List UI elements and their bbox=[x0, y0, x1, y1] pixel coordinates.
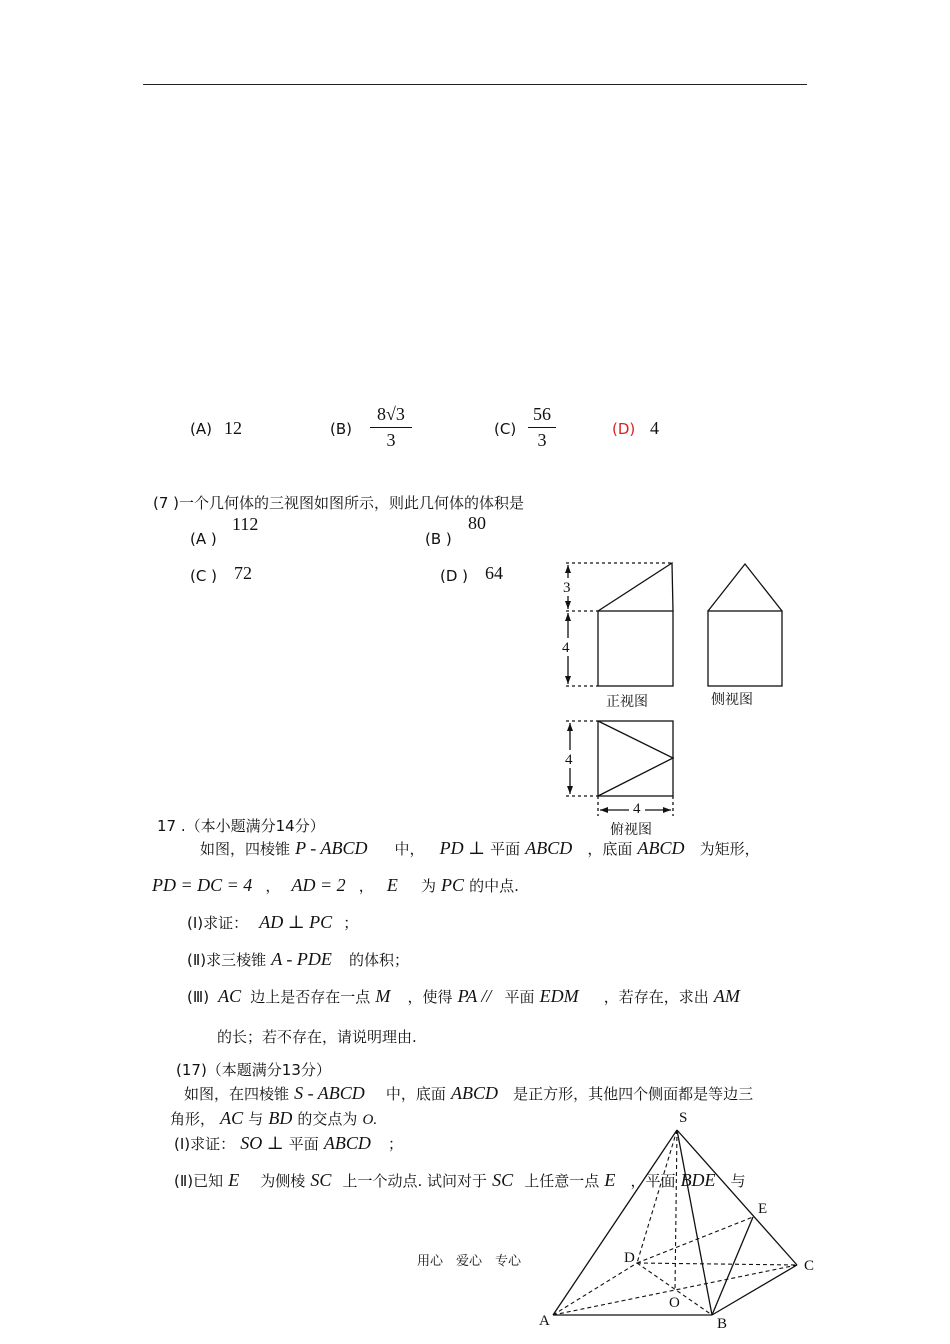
text-run: (Ⅲ) bbox=[187, 988, 210, 1006]
math-run: P - ABCD bbox=[295, 838, 368, 858]
text-run: 中， bbox=[394, 840, 425, 858]
q17b-header: (17)（本题满分13分） bbox=[176, 1061, 331, 1079]
vertex-label-E: E bbox=[758, 1201, 768, 1217]
dim-label-4-top-horizontal: 4 bbox=[633, 801, 641, 817]
text-run: 是正方形，其他四个侧面都是等边三 bbox=[513, 1085, 754, 1103]
q7-option-b-value: 80 bbox=[468, 513, 486, 533]
text-run: ，若存在，求出 bbox=[603, 988, 709, 1006]
q6-option-b-numerator: 8√3 bbox=[377, 404, 405, 424]
q7-option-a-value: 112 bbox=[232, 514, 259, 534]
math-run: BDE bbox=[680, 1170, 716, 1190]
text-run: 与 bbox=[248, 1110, 264, 1128]
text-run: (Ⅱ)求三棱锥 bbox=[187, 951, 267, 969]
math-run: M bbox=[375, 986, 391, 1006]
math-run: BD bbox=[268, 1108, 293, 1128]
math-run: SC bbox=[310, 1170, 332, 1190]
vertex-label-B: B bbox=[717, 1316, 728, 1332]
edge-SD-hidden bbox=[637, 1130, 677, 1263]
math-run: SO ⊥ bbox=[240, 1133, 284, 1153]
q7-option-b-label: (B ) bbox=[425, 530, 452, 548]
dim-label-4-front: 4 bbox=[562, 640, 570, 656]
front-view-label: 正视图 bbox=[606, 694, 648, 710]
math-run: E bbox=[228, 1170, 240, 1190]
edge-DC-hidden bbox=[637, 1263, 797, 1265]
text-run: ，使得 bbox=[407, 988, 453, 1006]
edge-BC bbox=[712, 1265, 797, 1315]
text-run: 与 bbox=[730, 1172, 746, 1190]
q6-option-d-label: (D) bbox=[612, 420, 636, 438]
text-run: 中，底面 bbox=[385, 1085, 446, 1103]
math-run: ABCD bbox=[323, 1133, 371, 1153]
text-run: 为矩形， bbox=[699, 840, 760, 858]
vertex-label-S: S bbox=[679, 1110, 688, 1126]
math-run: PD ⊥ bbox=[439, 838, 486, 858]
math-run: E bbox=[386, 875, 398, 895]
math-run: A - PDE bbox=[271, 949, 332, 969]
math-run: O. bbox=[362, 1112, 378, 1128]
math-run: ABCD bbox=[637, 838, 685, 858]
text-run: ， bbox=[265, 877, 281, 895]
text-run: 平面 bbox=[288, 1135, 319, 1153]
q6-option-b-denominator: 3 bbox=[386, 430, 396, 450]
dim-label-4-top-vertical: 4 bbox=[565, 752, 573, 768]
text-run: 上任意一点 bbox=[524, 1172, 600, 1190]
edge-AD-hidden bbox=[553, 1263, 637, 1315]
text-run: ，平面 bbox=[630, 1172, 676, 1190]
text-run: 为侧棱 bbox=[260, 1172, 306, 1190]
edge-SA bbox=[553, 1130, 677, 1315]
q6-option-c-numerator: 56 bbox=[533, 404, 551, 424]
q6-option-b-label: (B) bbox=[330, 420, 352, 438]
math-run: ABCD bbox=[525, 838, 573, 858]
math-run: AD = 2 bbox=[291, 875, 346, 895]
top-view-label: 俯视图 bbox=[610, 822, 652, 838]
text-run: (Ⅰ)求证： bbox=[187, 914, 249, 932]
text-run: ； bbox=[387, 1135, 403, 1153]
edge-SB bbox=[677, 1130, 712, 1315]
q17a-part-3-continued: 的长；若不存在，请说明理由. bbox=[217, 1028, 417, 1046]
text-run: ； bbox=[343, 914, 359, 932]
q6-option-c-label: (C) bbox=[494, 420, 517, 438]
text-run: 角形， bbox=[170, 1110, 216, 1128]
text-run: 为 bbox=[420, 877, 436, 895]
q7-option-a-label: (A ) bbox=[190, 530, 217, 548]
text-run: 如图，在四棱锥 bbox=[184, 1085, 290, 1103]
page-footer: 用心 爱心 专心 bbox=[417, 1254, 522, 1269]
text-run: 平面 bbox=[490, 840, 521, 858]
q7-option-d-label: (D ) bbox=[440, 567, 469, 585]
q7-option-c-value: 72 bbox=[234, 563, 252, 583]
text-run: 如图，四棱锥 bbox=[200, 840, 291, 858]
text-run: ， bbox=[358, 877, 374, 895]
vertex-label-D: D bbox=[624, 1250, 635, 1266]
height-SO-hidden bbox=[675, 1130, 677, 1290]
q17a-header: 17 .（本小题满分14分） bbox=[157, 817, 325, 835]
vertex-label-O: O bbox=[669, 1295, 680, 1311]
math-run: S - ABCD bbox=[294, 1083, 365, 1103]
math-run: PC bbox=[441, 875, 465, 895]
text-run: ，底面 bbox=[587, 840, 633, 858]
dim-label-3: 3 bbox=[563, 580, 571, 596]
q6-option-d-value: 4 bbox=[650, 418, 659, 438]
q7-option-d-value: 64 bbox=[485, 563, 503, 583]
math-run: AC bbox=[220, 1108, 244, 1128]
text-run: 的交点为 bbox=[297, 1110, 358, 1128]
vertex-label-C: C bbox=[804, 1258, 815, 1274]
edge-BE bbox=[712, 1217, 753, 1315]
math-run: AM bbox=[713, 986, 740, 1006]
vertex-label-A: A bbox=[539, 1313, 550, 1329]
edge-SC bbox=[677, 1130, 797, 1265]
math-run: AC bbox=[218, 986, 242, 1006]
text-run: 边上是否存在一点 bbox=[250, 988, 371, 1006]
side-view-label: 侧视图 bbox=[711, 692, 753, 708]
math-run: SC bbox=[492, 1170, 514, 1190]
text-run: 上一个动点. 试问对于 bbox=[342, 1172, 488, 1190]
text-run: (Ⅰ)求证： bbox=[174, 1135, 236, 1153]
text-run: 的中点. bbox=[469, 877, 519, 895]
text-run: 平面 bbox=[504, 988, 535, 1006]
math-run: EDM bbox=[539, 986, 579, 1006]
q7-option-c-label: (C ) bbox=[190, 567, 217, 585]
q6-option-a-value: 12 bbox=[224, 418, 242, 438]
math-run: PD = DC = 4 bbox=[152, 875, 253, 895]
q6-option-a-label: (A) bbox=[190, 420, 212, 438]
math-run: PA // bbox=[457, 986, 492, 1006]
q6-option-c-denominator: 3 bbox=[537, 430, 547, 450]
math-run: AD ⊥ PC bbox=[259, 912, 333, 932]
text-run: 的体积； bbox=[348, 951, 409, 969]
q7-stem: (7 )一个几何体的三视图如图所示，则此几何体的体积是 bbox=[153, 494, 525, 512]
math-run: E bbox=[604, 1170, 616, 1190]
text-run: (Ⅱ)已知 bbox=[174, 1172, 224, 1190]
math-run: ABCD bbox=[450, 1083, 498, 1103]
